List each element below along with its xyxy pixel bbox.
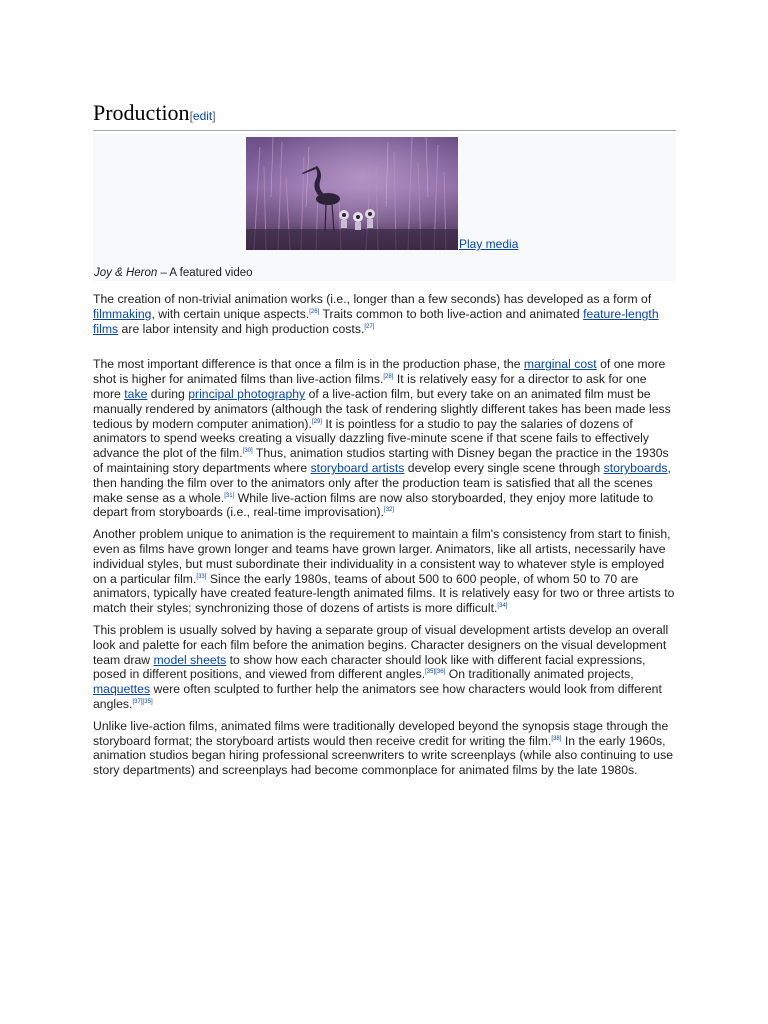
text-run: Traits common to both live-action and animated: [319, 306, 584, 321]
text-run: develop every single scene through: [404, 460, 604, 475]
citation-link[interactable]: [32]: [384, 507, 395, 514]
citation-link[interactable]: [37][35]: [132, 698, 153, 705]
video-caption-text: – A featured video: [157, 267, 253, 279]
link-storyboard-artists[interactable]: storyboard artists: [310, 460, 405, 475]
text-run: were often sculpted to further help the animators see how characters would look from different angles.: [93, 682, 662, 711]
paragraph: [93, 527, 676, 616]
link-storyboards[interactable]: storyboards: [603, 460, 668, 475]
text-run: The creation of non-trivial animation works (i.e., longer than a few seconds) has developed as a form of: [93, 292, 652, 306]
citation-link[interactable]: [34]: [497, 603, 508, 610]
text-run: Thus, animation studios starting with Disney began the practice in the 1930s of maintaining story departments where: [93, 446, 669, 475]
citation-link[interactable]: [35][36]: [425, 669, 446, 676]
citation-link[interactable]: [28]: [383, 374, 394, 381]
edit-section-link: [190, 109, 216, 123]
text-run: of a live-action film, but every take on an animated film must be manually rendered by animators (although the task of rendering slightly different takes has been made less tedious by modern computer animation).: [93, 386, 671, 431]
paragraph: [93, 623, 676, 712]
video-caption: [94, 267, 253, 280]
text-run: , then handing the film over to the animators only after the production team is satisfied that all the scenes make sense as a whole.: [93, 460, 671, 505]
featured-video-box: [93, 134, 676, 281]
text-run: While live-action films are now also storyboarded, they enjoy more latitude to depart from storyboards (i.e., real-time improvisation).: [93, 490, 654, 520]
text-run: Unlike live-action films, animated films were traditionally developed beyond the synopsis stage through the storyboard format; the storyboard artists would then receive credit for writing the film.: [93, 718, 669, 748]
edit-bracket-open: [: [189, 109, 193, 123]
citation-link[interactable]: [30]: [242, 448, 253, 455]
citation-link[interactable]: [31]: [224, 492, 235, 499]
link-take[interactable]: take: [124, 386, 148, 401]
citation-link[interactable]: [27]: [364, 323, 375, 330]
text-run: It is relatively easy for a director to ask for one more: [93, 372, 647, 401]
link-feature-length-films[interactable]: feature-length films: [93, 306, 659, 336]
article-content: [93, 100, 676, 778]
text-run: It is pointless for a studio to pay the salaries of dozens of animators to spend weeks creating a visually dazzling five-minute scene if that scene fails to effectively advance the plot of the film.: [93, 416, 650, 461]
text-run: Since the early 1980s, teams of about 500 to 600 people, of whom 50 to 70 are animators, typically have created feature-length animated films. It is relatively easy for two or three artists to match their styles; synchronizing those of dozens of artists is more difficult.: [93, 571, 675, 616]
citation-link[interactable]: [29]: [311, 418, 322, 425]
text-run: This problem is usually solved by having a separate group of visual development artists develop an overall look and palette for each film before the animation begins. Character designers on the visual development team draw: [93, 622, 669, 667]
citation-link[interactable]: [38]: [551, 735, 562, 742]
text-run: are labor intensity and high production costs.: [118, 321, 365, 336]
link-maquettes[interactable]: maquettes: [93, 682, 151, 697]
citation-link[interactable]: [26]: [309, 308, 320, 315]
link-filmmaking[interactable]: filmmaking: [93, 306, 152, 321]
video-thumbnail[interactable]: [246, 137, 458, 250]
section-heading: [93, 100, 676, 131]
text-run: during: [147, 386, 189, 401]
text-run: On traditionally animated projects,: [445, 667, 634, 682]
link-principal-photography[interactable]: principal photography: [188, 386, 306, 401]
video-still-image: [246, 137, 458, 250]
text-run: of one more shot is higher for animated films than live-action films.: [93, 357, 666, 387]
text-run: The most important difference is that once a film is in the production phase, the: [93, 357, 524, 372]
edit-link[interactable]: edit: [192, 109, 213, 123]
citation-link[interactable]: [33]: [196, 573, 207, 580]
video-caption-title: Joy & Heron: [94, 267, 158, 279]
text-run: to show how each character should look like with different facial expressions, posed in different positions, and viewed from different angles.: [93, 652, 646, 682]
text-run: Another problem unique to animation is the requirement to maintain a film's consistency from start to finish, even as films have grown longer and teams have grown larger. Animators, like all artists, necessarily have individual styles, but must subordinate their individuality in a consistent way to whatever style is employed on a particular film.: [93, 527, 671, 586]
paragraph: [93, 357, 676, 520]
paragraph: [93, 292, 676, 336]
play-media-link[interactable]: Play media: [459, 237, 519, 251]
paragraph: [93, 719, 676, 778]
section-title: Production: [93, 100, 190, 125]
link-marginal-cost[interactable]: marginal cost: [523, 357, 597, 372]
link-model-sheets[interactable]: model sheets: [153, 652, 227, 667]
text-run: In the early 1960s, animation studios began hiring professional screenwriters to write screenplays (while also continuing to use story departments) and screenplays had become commonplace for animated films by the late 1980s.: [93, 733, 674, 778]
edit-bracket-close: ]: [212, 109, 216, 123]
text-run: , with certain unique aspects.: [151, 306, 310, 321]
